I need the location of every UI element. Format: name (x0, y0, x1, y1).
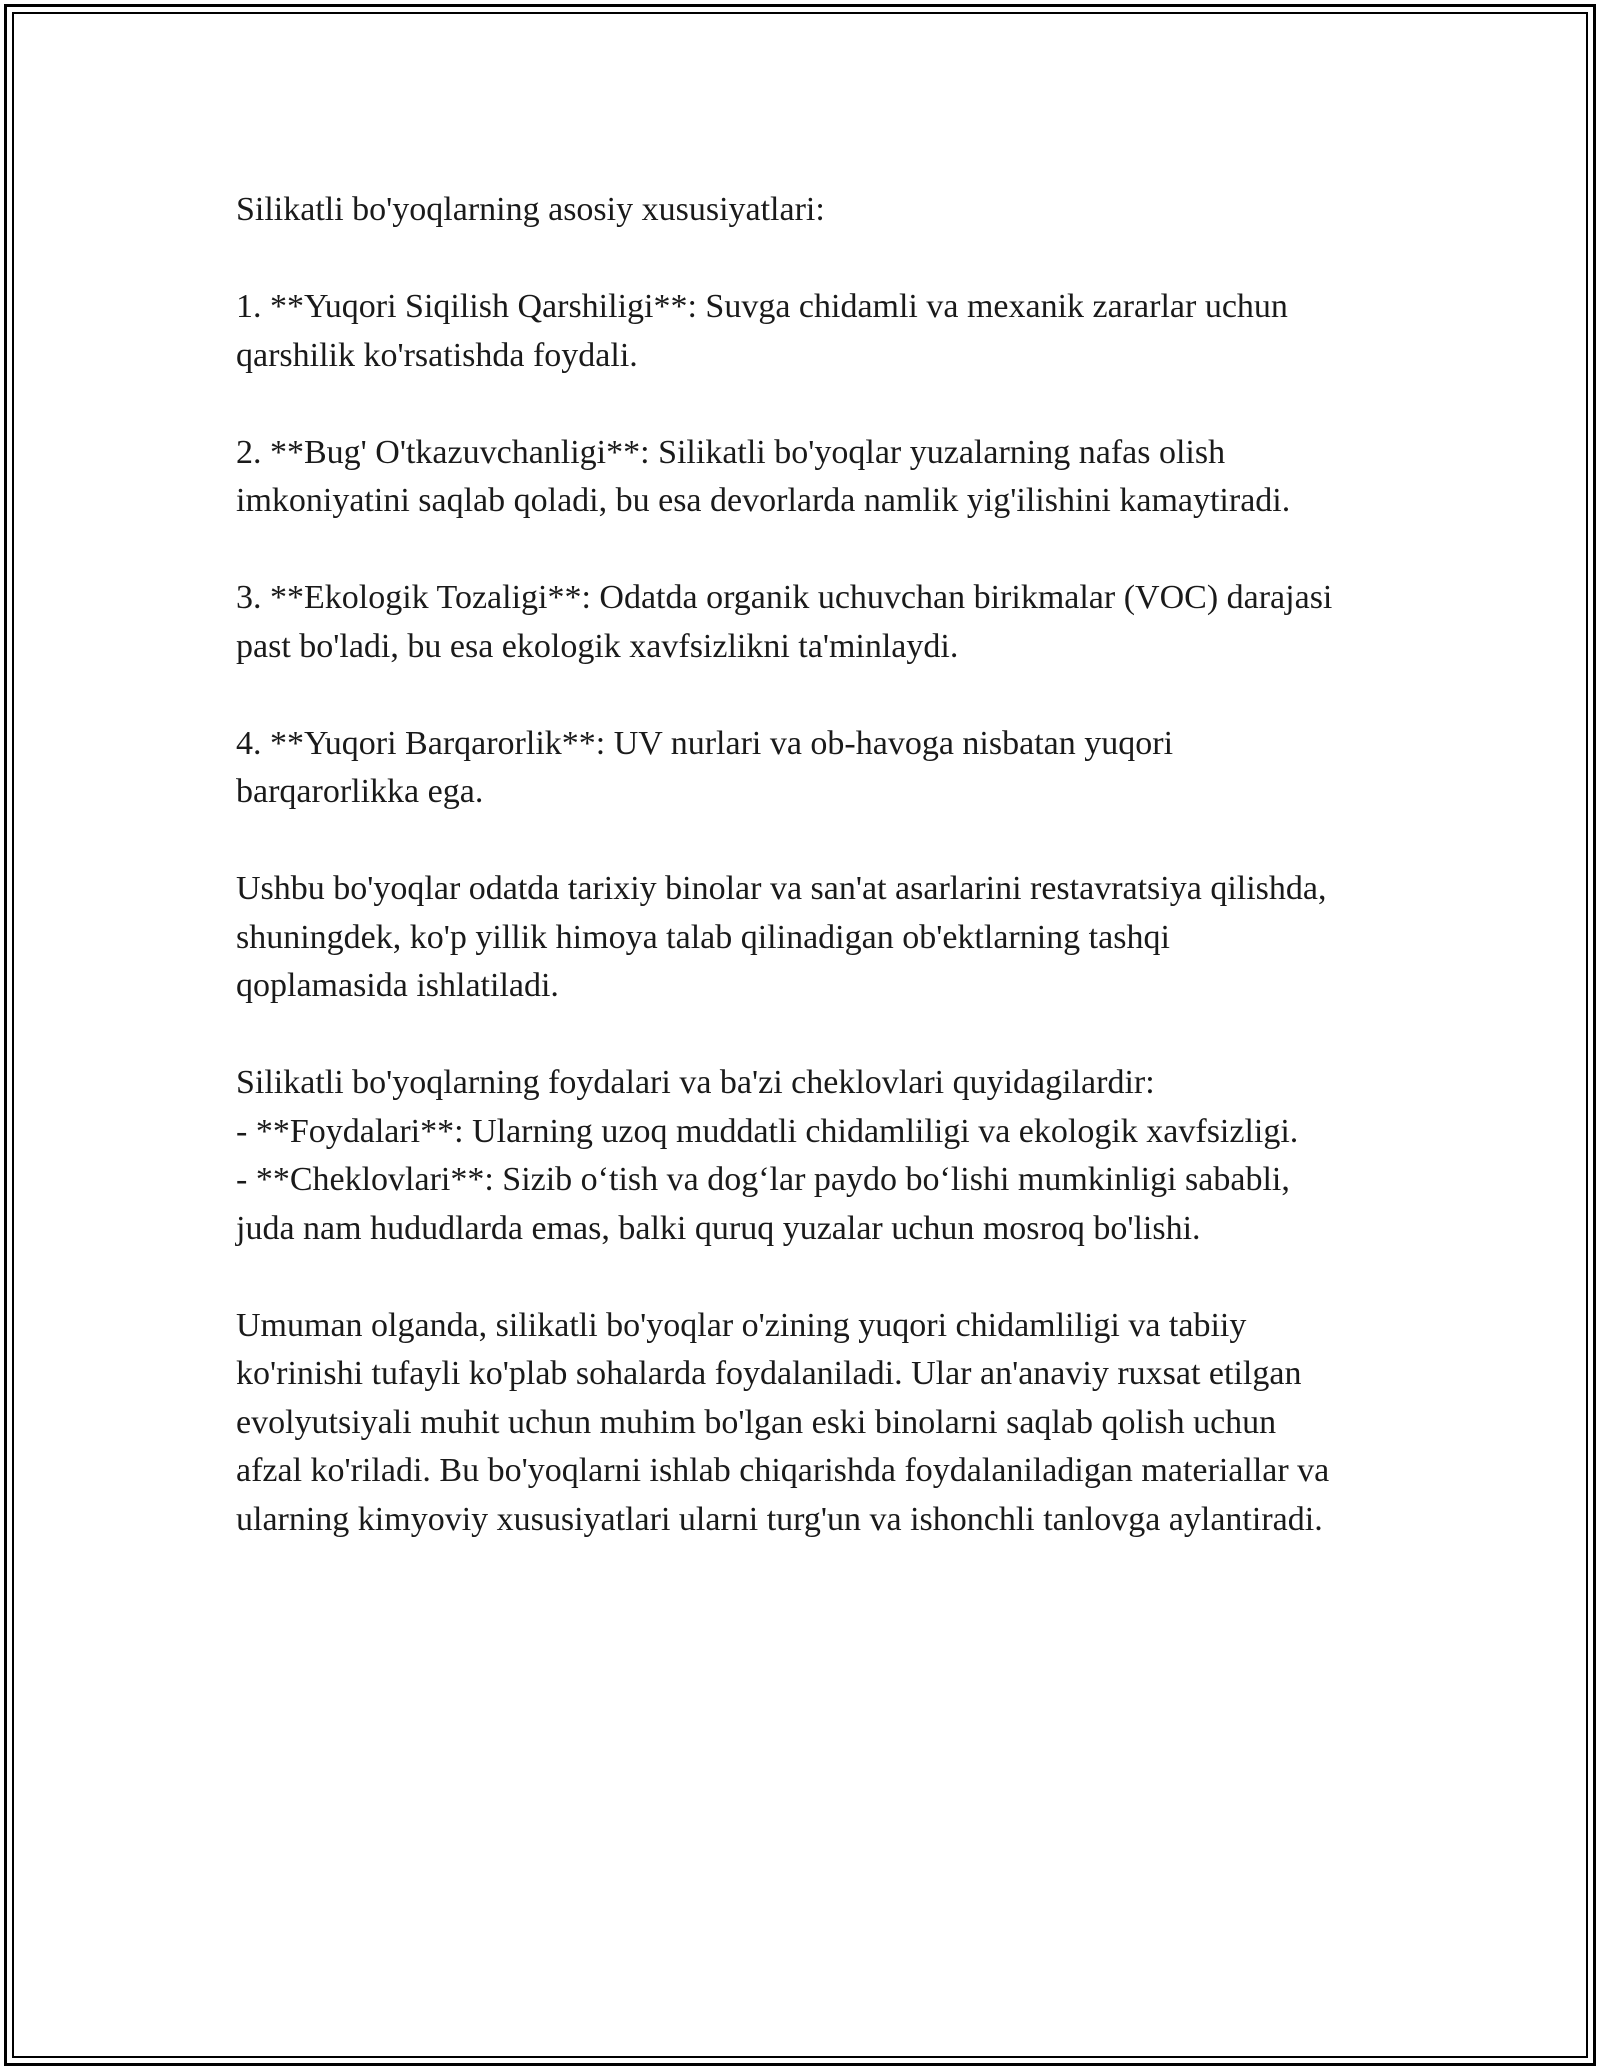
paragraph-gap (236, 380, 1346, 429)
intro-paragraph: Silikatli bo'yoqlarning asosiy xususiyatlari: (236, 191, 825, 228)
document-body (236, 186, 1346, 1544)
list-item-2: 2. **Bug' O'tkazuvchanligi**: Silikatli bo'yoqlar yuzalarning nafas olish imkoniyatini saqlab qoladi, bu esa devorlarda namlik yig'ilishini kamaytiradi. (236, 433, 1291, 519)
paragraph-gap (236, 235, 1346, 284)
usage-paragraph: Ushbu bo'yoqlar odatda tarixiy binolar va san'at asarlarini restavratsiya qilishda, shuningdek, ko'p yillik himoya talab qilinadigan ob'ektlarning tashqi qoplamasida ishlatiladi. (236, 870, 1335, 1004)
conclusion-paragraph: Umuman olganda, silikatli bo'yoqlar o'zining yuqori chidamliligi va tabiiy ko'rinishi tufayli ko'plab sohalarda foydalaniladi. Ular an'anaviy ruxsat etilgan evolyutsiyali muhit uchun muhim bo'lgan eski binolarni saqlab qolish uchun afzal ko'riladi. Bu bo'yoqlarni ishlab chiqarishda foydalaniladigan materiallar va ularning kimyoviy xususiyatlari ularni turg'un va ishonchli tanlovga aylantiradi. (236, 1306, 1338, 1538)
paragraph-gap (236, 817, 1346, 866)
list-item-4: 4. **Yuqori Barqarorlik**: UV nurlari va ob-havoga nisbatan yuqori barqarorlikka ega. (236, 724, 1182, 810)
pros-item: - **Foydalari**: Ularning uzoq muddatli chidamliligi va ekologik xavfsizligi. (236, 1112, 1299, 1150)
paragraph-gap (236, 1011, 1346, 1060)
list-item-3: 3. **Ekologik Tozaligi**: Odatda organik uchuvchan birikmalar (VOC) darajasi past bo'ladi, bu esa ekologik xavfsizlikni ta'minlaydi. (236, 579, 1341, 665)
pros-cons-heading: Silikatli bo'yoqlarning foydalari va ba'zi cheklovlari quyidagilardir: (236, 1064, 1155, 1101)
list-item-1: 1. **Yuqori Siqilish Qarshiligi**: Suvga chidamli va mexanik zararlar uchun qarshilik ko'rsatishda foydali. (236, 288, 1297, 374)
paragraph-gap (236, 1253, 1346, 1302)
paragraph-gap (236, 671, 1346, 720)
paragraph-gap (236, 526, 1346, 575)
cons-item: - **Cheklovlari**: Sizib o‘tish va dog‘lar paydo bo‘lishi mumkinligi sababli, juda nam hududlarda emas, balki quruq yuzalar uchun mosroq bo'lishi. (236, 1161, 1299, 1247)
